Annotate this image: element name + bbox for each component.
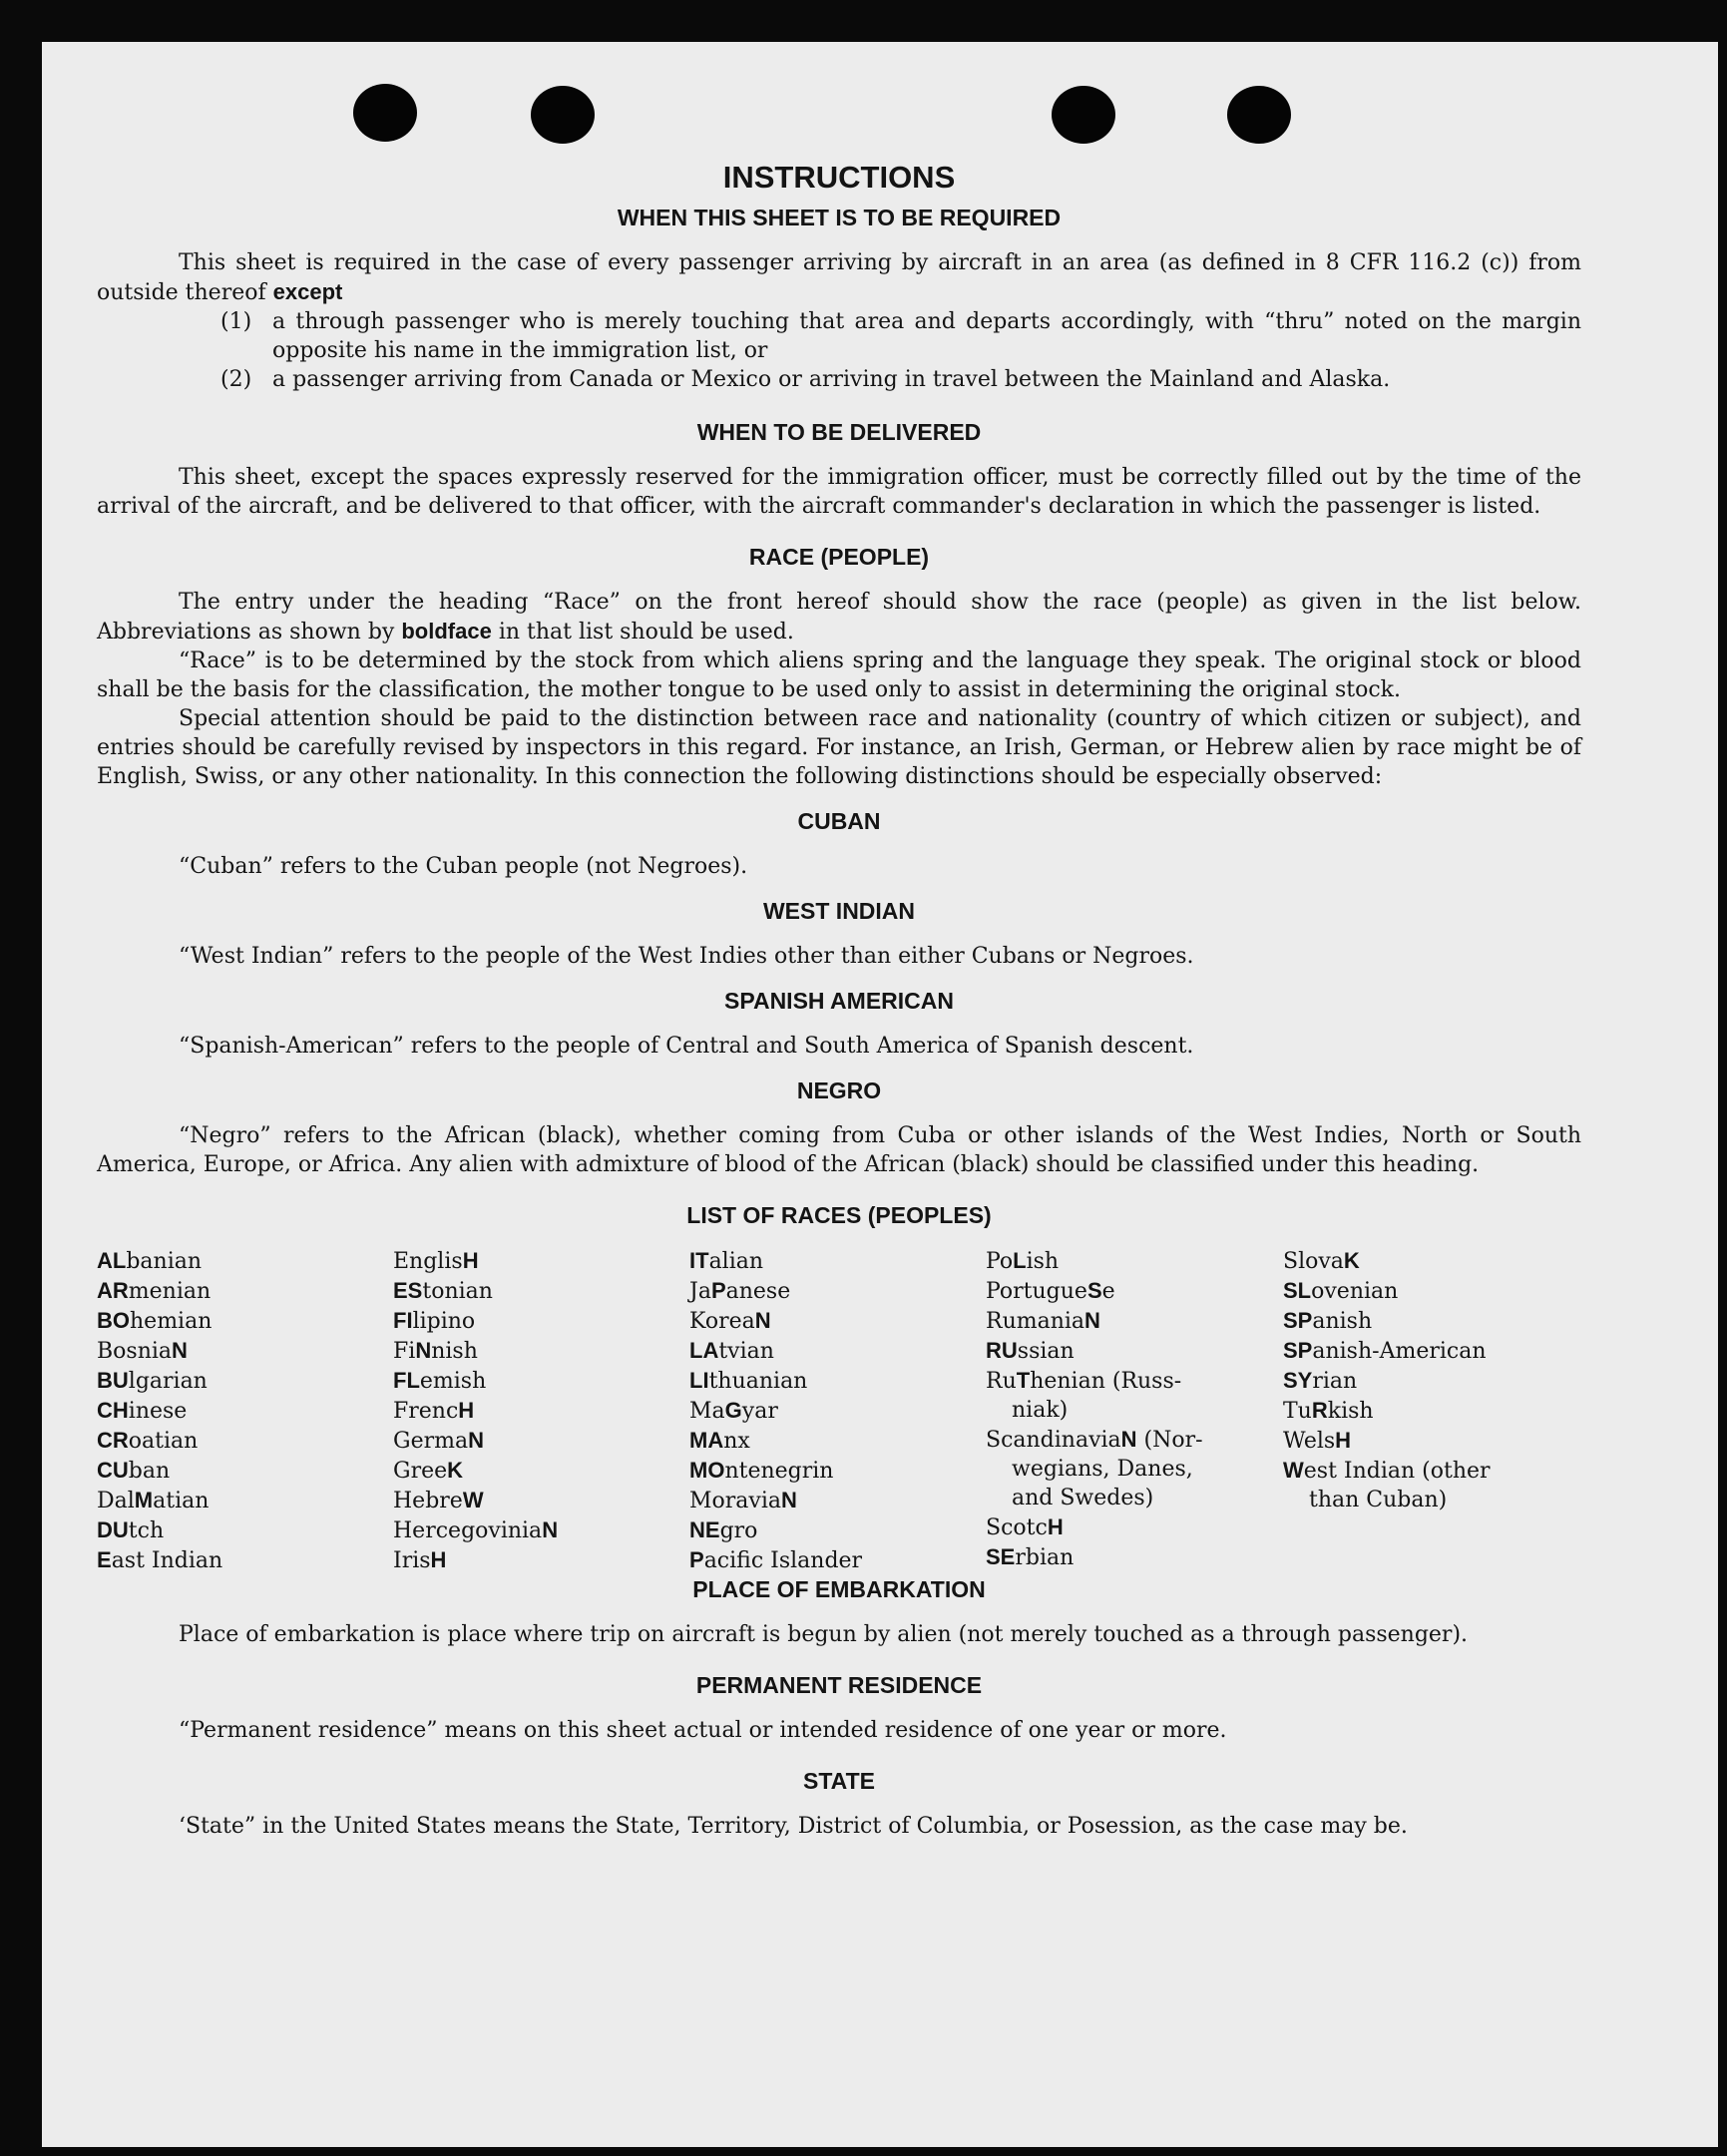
race-entry: DalMatian xyxy=(97,1488,210,1513)
race-entry: IrisH xyxy=(393,1547,447,1573)
race-entry: West Indian (other xyxy=(1283,1458,1491,1484)
race-entry: Pacific Islander xyxy=(689,1547,863,1573)
list-item xyxy=(97,365,1581,394)
page-title: INSTRUCTIONS xyxy=(722,160,956,195)
race-entry: MOntenegrin xyxy=(689,1458,834,1484)
race-p1-text-end: in that list should be used. xyxy=(491,620,794,645)
races-column xyxy=(97,1246,393,1575)
embarkation-text: Place of embarkation is place where trip on aircraft is begun by alien (not merely touched as a through passenger). xyxy=(179,1622,1469,1647)
negro-text: “Negro” refers to the African (black), whether coming from Cuba or other islands of the West Indies, North or South America, Europe, or Africa. Any alien with admixture of blood of the African (black) should be classified under this heading. xyxy=(97,1123,1581,1177)
race-entry: GermaN xyxy=(393,1428,484,1454)
race-entry: LIthuanian xyxy=(689,1368,808,1394)
race-p1-text: The entry under the heading “Race” on the front hereof should show the race (people) as given in the list below. Abbreviations as shown by xyxy=(97,590,1581,645)
race-entry: BosniaN xyxy=(97,1338,188,1364)
race-p1-boldface: boldface xyxy=(401,619,492,644)
required-except: except xyxy=(272,279,343,304)
race-entry: RuThenian (Russ- xyxy=(986,1368,1182,1394)
heading-spanish-american: SPANISH AMERICAN xyxy=(723,988,954,1014)
race-entry: HebreW xyxy=(393,1488,484,1513)
race-entry: EStonian xyxy=(393,1278,493,1304)
race-entry: CHinese xyxy=(97,1398,188,1424)
heading-delivered: WHEN TO BE DELIVERED xyxy=(696,419,982,445)
heading-residence: PERMANENT RESIDENCE xyxy=(695,1672,983,1698)
race-entry-continuation: wegians, Danes, xyxy=(1012,1457,1193,1482)
race-entry: MoraviaN xyxy=(689,1488,797,1513)
race-entry: FIlipino xyxy=(393,1308,476,1334)
item-text: a through passenger who is merely touching that area and departs accordingly, with “thru” noted on the margin opposite his name in the immigration list, or xyxy=(272,309,1581,363)
races-column xyxy=(1283,1246,1581,1575)
race-entry: ALbanian xyxy=(97,1248,203,1274)
race-entry: WelsH xyxy=(1283,1428,1352,1454)
race-entry: EnglisH xyxy=(393,1248,479,1274)
delivered-text: This sheet, except the spaces expressly reserved for the immigration officer, must be correctly filled out by the time of the arrival of the aircraft, and be delivered to that officer, with the aircraft commander's declaration in which the passenger is listed. xyxy=(97,465,1581,519)
heading-embarkation: PLACE OF EMBARKATION xyxy=(692,1576,986,1602)
races-list xyxy=(97,1246,1581,1575)
state-text: ‘State” in the United States means the State, Territory, District of Columbia, or Posession, as the case may be. xyxy=(179,1814,1408,1839)
binder-hole xyxy=(531,86,595,144)
west-indian-text: “West Indian” refers to the people of the West Indies other than either Cubans or Negroes. xyxy=(179,944,1194,969)
binder-hole xyxy=(1227,86,1291,144)
binder-hole xyxy=(1052,86,1115,144)
races-column xyxy=(393,1246,689,1575)
race-entry: RumaniaN xyxy=(986,1308,1100,1334)
race-entry: BOhemian xyxy=(97,1308,213,1334)
race-entry: East Indian xyxy=(97,1547,223,1573)
race-entry: SErbian xyxy=(986,1544,1075,1570)
race-entry: PoLish xyxy=(986,1248,1060,1274)
item-number: (2) xyxy=(220,367,252,392)
race-entry: KoreaN xyxy=(689,1308,771,1334)
race-entry: ARmenian xyxy=(97,1278,212,1304)
item-text: a passenger arriving from Canada or Mexico or arriving in travel between the Mainland and Alaska. xyxy=(272,367,1391,392)
list-item xyxy=(97,307,1581,365)
race-entry: NEgro xyxy=(689,1517,758,1543)
race-paragraph-3: Special attention should be paid to the distinction between race and nationality (country of which citizen or subject), and entries should be carefully revised by inspectors in this regard. For instance, an Irish, German, or Hebrew alien by race might be of English, Swiss, or any other nationality. In this connection the following distinctions should be especially observed: xyxy=(97,706,1581,789)
race-entry: TuRkish xyxy=(1283,1398,1374,1424)
race-entry: MaGyar xyxy=(689,1398,778,1424)
race-entry: BUlgarian xyxy=(97,1368,208,1394)
race-entry: ScotcH xyxy=(986,1514,1064,1540)
race-entry-continuation: than Cuban) xyxy=(1309,1488,1448,1512)
race-entry: FLemish xyxy=(393,1368,487,1394)
race-entry: PortugueSe xyxy=(986,1278,1115,1304)
race-entry-continuation: and Swedes) xyxy=(1012,1486,1154,1510)
required-intro xyxy=(97,248,1581,307)
race-entry: CUban xyxy=(97,1458,171,1484)
item-number: (1) xyxy=(220,309,252,334)
race-entry: LAtvian xyxy=(689,1338,774,1364)
race-entry: JaPanese xyxy=(689,1278,791,1304)
race-entry: SPanish-American xyxy=(1283,1338,1487,1364)
race-entry: RUssian xyxy=(986,1338,1075,1364)
binder-hole xyxy=(353,84,417,142)
heading-required: WHEN THIS SHEET IS TO BE REQUIRED xyxy=(617,205,1062,230)
race-paragraph-2: “Race” is to be determined by the stock from which aliens spring and the language they speak. The original stock or blood shall be the basis for the classification, the mother tongue to be used only to assist in determining the original stock. xyxy=(97,648,1581,702)
residence-text: “Permanent residence” means on this sheet actual or intended residence of one year or more. xyxy=(179,1718,1227,1743)
race-entry: SLovenian xyxy=(1283,1278,1399,1304)
heading-race: RACE (PEOPLE) xyxy=(748,544,930,570)
race-entry: ScandinaviaN (Nor- xyxy=(986,1427,1203,1453)
race-entry: SYrian xyxy=(1283,1368,1358,1394)
races-column xyxy=(986,1246,1283,1575)
heading-state: STATE xyxy=(803,1768,875,1794)
required-intro-text: This sheet is required in the case of every passenger arriving by aircraft in an area (as defined in 8 CFR 116.2 (c)) from outside thereof xyxy=(97,250,1581,305)
race-entry: HercegoviniaN xyxy=(393,1517,559,1543)
race-entry: MAnx xyxy=(689,1428,750,1454)
heading-west-indian: WEST INDIAN xyxy=(762,898,916,924)
heading-negro: NEGRO xyxy=(796,1078,882,1103)
races-column xyxy=(689,1246,986,1575)
race-entry: DUtch xyxy=(97,1517,165,1543)
document-body xyxy=(97,160,1581,1841)
race-entry: FrencH xyxy=(393,1398,475,1424)
race-entry: ITalian xyxy=(689,1248,764,1274)
race-entry: GreeK xyxy=(393,1458,464,1484)
cuban-text: “Cuban” refers to the Cuban people (not Negroes). xyxy=(179,854,748,879)
spanish-american-text: “Spanish-American” refers to the people of Central and South America of Spanish descent. xyxy=(179,1034,1194,1059)
heading-races-list: LIST OF RACES (PEOPLES) xyxy=(686,1202,992,1228)
race-entry-continuation: niak) xyxy=(1012,1398,1069,1423)
race-entry: SPanish xyxy=(1283,1308,1373,1334)
race-entry: CRoatian xyxy=(97,1428,199,1454)
race-entry: SlovaK xyxy=(1283,1248,1360,1274)
race-entry: FiNnish xyxy=(393,1338,478,1364)
heading-cuban: CUBAN xyxy=(797,808,881,834)
race-paragraph-1 xyxy=(97,588,1581,647)
